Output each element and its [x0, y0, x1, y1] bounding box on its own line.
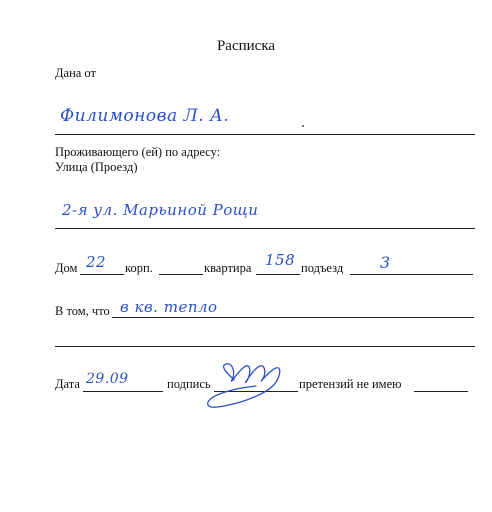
date-label: Дата [55, 377, 80, 391]
house-line [80, 274, 124, 275]
date-handwriting: 29.09 [86, 371, 129, 387]
apartment-label: квартира [204, 261, 252, 275]
claims-label: претензий не имею [299, 377, 402, 391]
page-title: Расписка [216, 38, 276, 54]
claims-line [414, 391, 468, 392]
house-label: Дом [55, 261, 78, 275]
residing-label: Проживающего (ей) по адресу: [55, 145, 221, 159]
entrance-handwriting: 3 [380, 253, 391, 272]
entrance-label: подъезд [301, 261, 344, 275]
issued-by-line [55, 134, 475, 135]
stray-dot [302, 125, 304, 127]
street-handwriting: 2-я ул. Марьиной Рощи [62, 201, 259, 219]
issued-by-label: Дана от [55, 66, 96, 80]
house-handwriting: 22 [86, 253, 107, 271]
entrance-line [350, 274, 473, 275]
building-label: корп. [125, 261, 153, 275]
signature-scribble [196, 358, 296, 416]
apartment-handwriting: 158 [265, 251, 296, 269]
street-label: Улица (Проезд) [55, 160, 138, 174]
reason-label: В том, что [55, 304, 110, 318]
apartment-line [256, 274, 300, 275]
issued-by-handwriting: Филимонова Л. А. [60, 106, 230, 126]
signature-label: подпись [167, 377, 211, 391]
reason-line-2 [55, 346, 475, 347]
reason-handwriting: в кв. тепло [120, 298, 218, 316]
date-line [83, 391, 163, 392]
building-line [159, 274, 203, 275]
street-line [55, 228, 475, 229]
reason-line-1 [112, 317, 474, 318]
